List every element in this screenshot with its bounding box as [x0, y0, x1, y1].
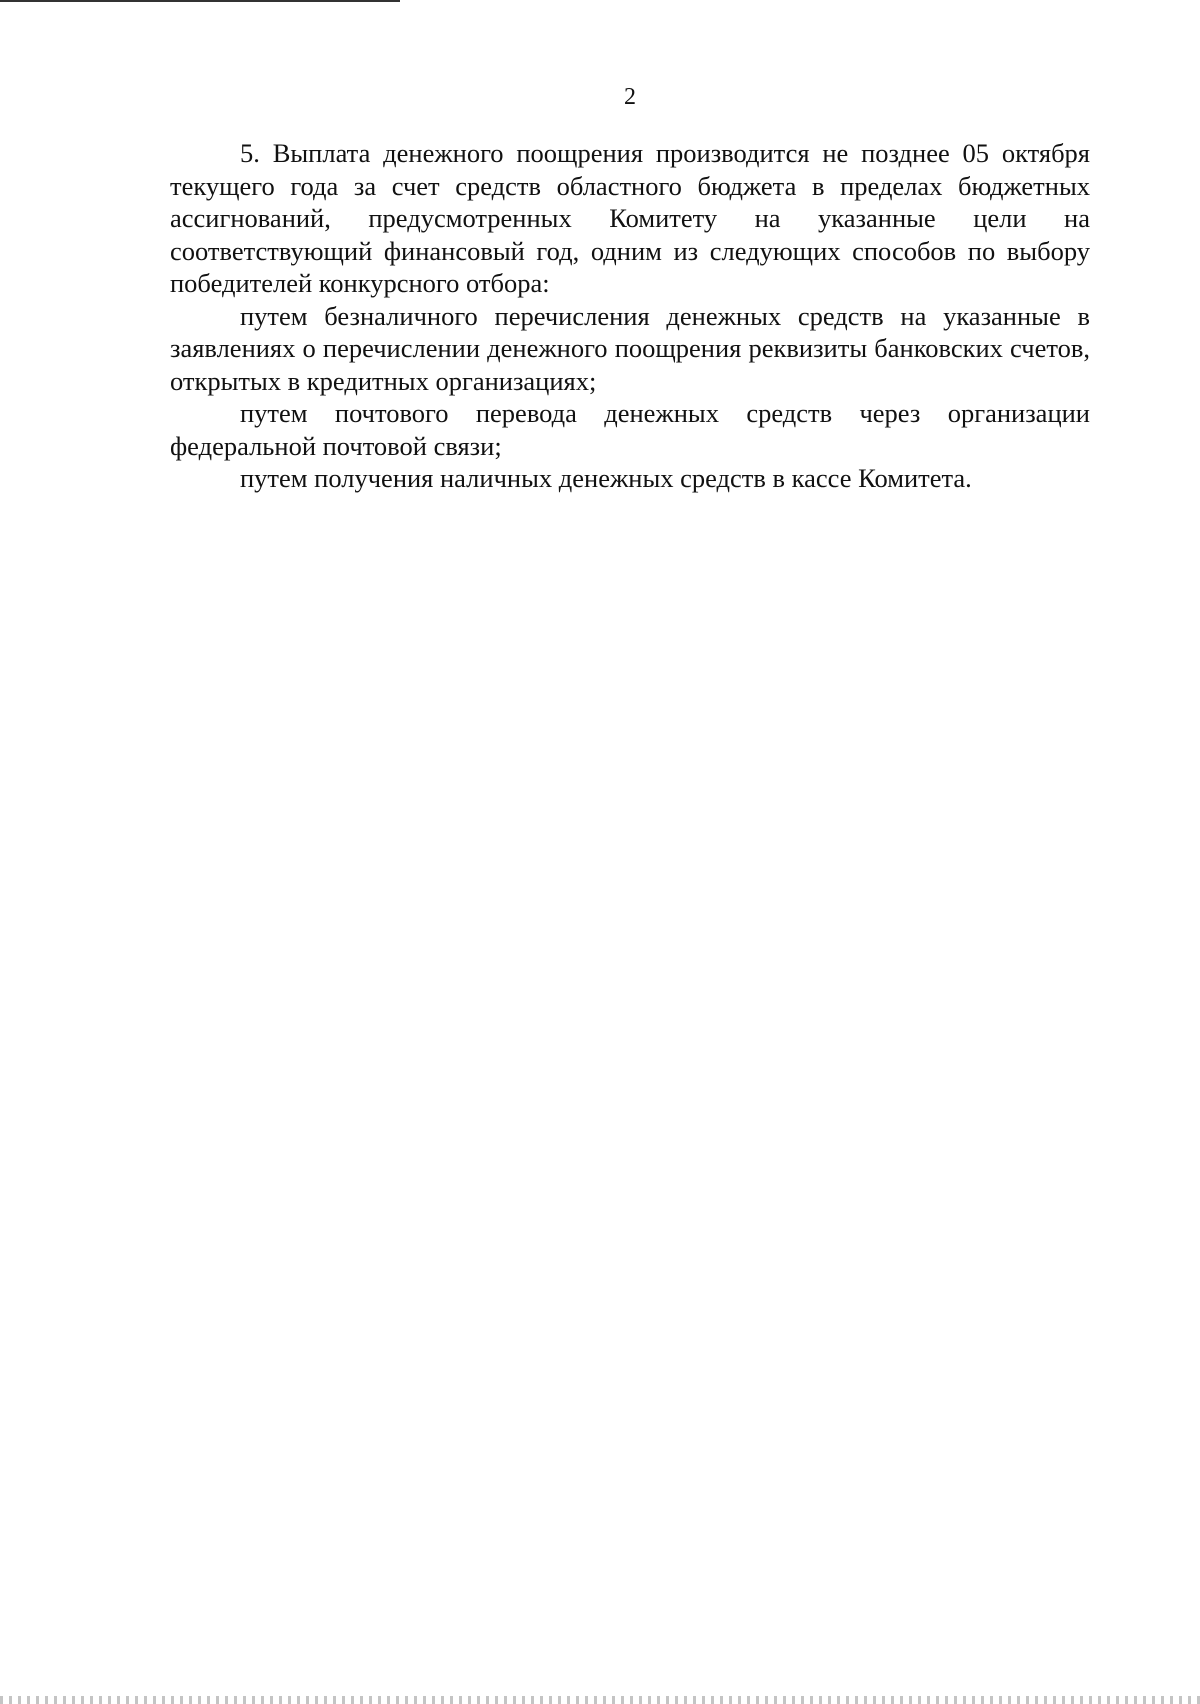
paragraph-cash-desk: путем получения наличных денежных средств в кассе Комитета. [240, 463, 972, 493]
paragraph-payment-terms: 5. Выплата денежного поощрения производится не позднее 05 октября текущего года за счет средств областного бюджета в пределах бюджетных ассигнований, предусмотренных Комитету на указанные цели на соответствующий финансовый год, одним из следующих способов по выбору победителей конкурсного отбора: [170, 138, 1090, 298]
paragraph-postal-transfer: путем почтового перевода денежных средств через организации федеральной почтовой связи; [170, 398, 1090, 461]
page-number: 2 [624, 84, 636, 110]
bottom-scan-artifact [0, 1696, 1200, 1704]
document-body [170, 137, 1090, 495]
top-scan-rule [0, 0, 400, 2]
paragraph-bank-transfer: путем безналичного перечисления денежных средств на указанные в заявлениях о перечислении денежного поощрения реквизиты банковских счетов, открытых в кредитных организациях; [170, 300, 1090, 396]
